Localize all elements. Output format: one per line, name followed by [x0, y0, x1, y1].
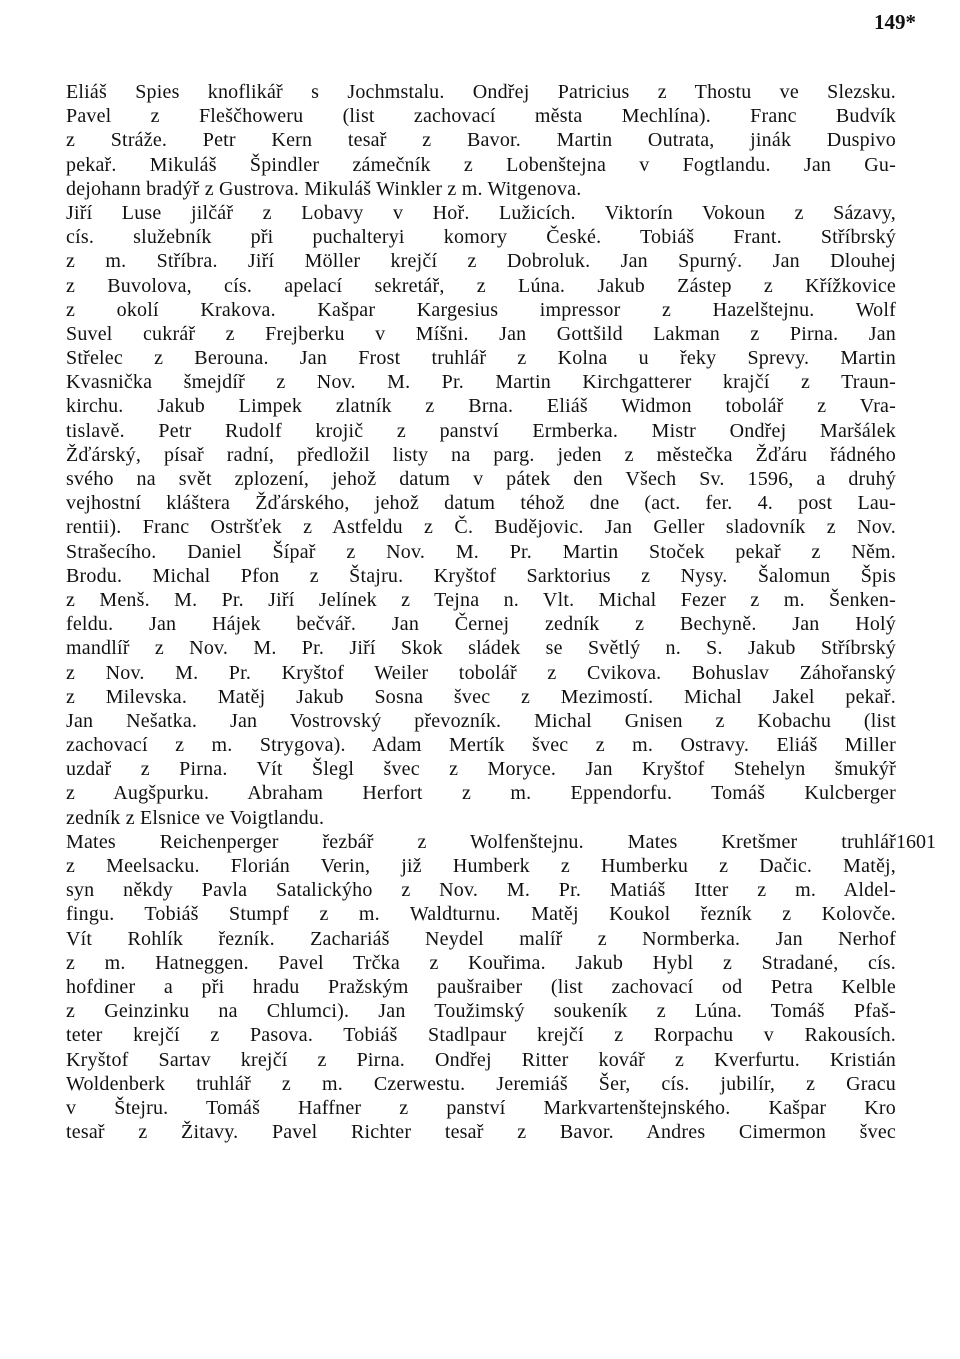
text-line	[66, 104, 896, 128]
text-line	[66, 564, 896, 588]
text-line	[66, 249, 896, 273]
text-line	[66, 878, 896, 902]
text-line-content: fingu. Tobiáš Stumpf z m. Waldturnu. Matěj Koukol řezník z Kolovče.	[66, 903, 896, 926]
text-line-content: mandlíř z Nov. M. Pr. Jiří Skok sládek se Světlý n. S. Jakub Stříbrský	[66, 637, 896, 660]
text-line	[66, 443, 896, 467]
text-line	[66, 999, 896, 1023]
text-line-content: dejohann bradýř z Gustrova. Mikuláš Winkler z m. Witgenova.	[66, 177, 582, 200]
text-line	[66, 274, 896, 298]
text-line-content: Kryštof Sartav krejčí z Pirna. Ondřej Ritter kovář z Kverfurtu. Kristián	[66, 1048, 896, 1071]
text-line-content: Vít Rohlík řezník. Zachariáš Neydel malíř z Normberka. Jan Nerhof	[66, 927, 896, 950]
text-line-content: z Nov. M. Pr. Kryštof Weiler tobolář z Cvikova. Bohuslav Záhořanský	[66, 661, 896, 684]
text-line-content: vejhostní kláštera Žďárského, jehož datum téhož dne (act. fer. 4. post Lau-	[66, 492, 896, 515]
text-line-content: Brodu. Michal Pfon z Štajru. Kryštof Sarktorius z Nysy. Šalomun Špis	[66, 564, 896, 587]
text-line	[66, 806, 896, 830]
text-line-content: Žďárský, písař radní, předložil listy na parg. jeden z městečka Žďáru řádného	[66, 443, 896, 466]
body-text	[66, 80, 936, 1144]
text-line-content: Pavel z Fleščhoweru (list zachovací města Mechlína). Franc Budvík	[66, 105, 896, 128]
text-line-content: hofdiner a při hradu Pražským paušraiber (list zachovací od Petra Kelble	[66, 975, 896, 998]
text-line-content: zedník z Elsnice ve Voigtlandu.	[66, 806, 325, 829]
text-line-content: pekař. Mikuláš Špindler zámečník z Lobenštejna v Fogtlandu. Jan Gu-	[66, 153, 896, 176]
text-line	[66, 467, 896, 491]
text-line-content: Jan Nešatka. Jan Vostrovský převozník. Michal Gnisen z Kobachu (list	[66, 709, 896, 732]
text-line	[66, 757, 896, 781]
text-line	[66, 588, 896, 612]
text-line-content: z Augšpurku. Abraham Herfort z m. Eppendorfu. Tomáš Kulcberger	[66, 782, 896, 805]
text-line-content: zachovací z m. Strygova). Adam Mertík švec z m. Ostravy. Eliáš Miller	[66, 734, 896, 757]
text-line-content: z Menš. M. Pr. Jiří Jelínek z Tejna n. Vlt. Michal Fezer z m. Šenken-	[66, 588, 896, 611]
text-line-content: z Meelsacku. Florián Verin, již Humberk z Humberku z Dačic. Matěj,	[66, 855, 896, 877]
text-line	[66, 1048, 896, 1072]
text-line	[66, 201, 896, 225]
text-line	[66, 540, 896, 564]
text-line	[66, 661, 896, 685]
text-line	[66, 927, 896, 951]
text-line	[66, 128, 896, 152]
text-line-content: z Buvolova, cís. apelací sekretář, z Lúna. Jakub Zástep z Křížkovice	[66, 274, 896, 297]
text-line-content: z m. Stříbra. Jiří Möller krejčí z Dobroluk. Jan Spurný. Jan Dlouhej	[66, 250, 896, 273]
text-line-content: z m. Hatneggen. Pavel Trčka z Kouřima. Jakub Hybl z Stradané, cís.	[66, 951, 896, 974]
text-line-content: cís. služebník při puchalteryi komory České. Tobiáš Frant. Stříbrský	[66, 226, 896, 249]
text-line	[66, 394, 896, 418]
text-line-content: v Štejru. Tomáš Haffner z panství Markvartenštejnského. Kašpar Kro	[66, 1096, 896, 1119]
text-line-content: Střelec z Berouna. Jan Frost truhlář z Kolna u řeky Sprevy. Martin	[66, 347, 896, 370]
text-line-content: Mates Reichenperger řezbář z Wolfenštejnu. Mates Kretšmer truhlář	[66, 830, 896, 853]
text-line	[66, 685, 896, 709]
text-line	[66, 225, 896, 249]
text-line	[66, 1072, 896, 1096]
text-line	[66, 733, 896, 757]
text-line	[66, 370, 896, 394]
text-line-content: kirchu. Jakub Limpek zlatník z Brna. Eliáš Widmon tobolář z Vra-	[66, 395, 896, 418]
text-line-content: z Stráže. Petr Kern tesař z Bavor. Martin Outrata, jinák Duspivo	[66, 129, 896, 152]
text-line	[66, 346, 896, 370]
text-line-content: z Geinzinku na Chlumci). Jan Toužimský soukeník z Lúna. Tomáš Pfaš-	[66, 1000, 896, 1023]
text-line-content: uzdař z Pirna. Vít Šlegl švec z Moryce. Jan Kryštof Stehelyn šmukýř	[66, 758, 896, 781]
text-line	[66, 612, 896, 636]
text-line	[66, 854, 896, 878]
text-line	[66, 153, 896, 177]
text-line-content: syn někdy Pavla Satalickýho z Nov. M. Pr. Matiáš Itter z m. Aldel-	[66, 879, 896, 902]
text-line	[66, 709, 896, 733]
text-line	[66, 515, 896, 539]
text-line-content: feldu. Jan Hájek bečvář. Jan Černej zedník z Bechyně. Jan Holý	[66, 613, 896, 636]
text-line-content: teter krejčí z Pasova. Tobiáš Stadlpaur krejčí z Rorpachu v Rakousích.	[66, 1024, 896, 1047]
text-line	[66, 1120, 896, 1144]
text-line-content: tislavě. Petr Rudolf krojič z panství Ermberka. Mistr Ondřej Maršálek	[66, 419, 896, 442]
text-line	[66, 322, 896, 346]
text-line	[66, 951, 896, 975]
text-line	[66, 975, 896, 999]
margin-year-note: 1601	[896, 830, 936, 853]
text-line	[66, 1096, 896, 1120]
text-line-content: tesař z Žitavy. Pavel Richter tesař z Bavor. Andres Cimermon švec	[66, 1121, 896, 1144]
text-line-content: z okolí Krakova. Kašpar Kargesius impressor z Hazelštejnu. Wolf	[66, 298, 896, 321]
text-line-content: Kvasnička šmejdíř z Nov. M. Pr. Martin Kirchgatterer krajčí z Traun-	[66, 371, 896, 394]
text-line	[66, 491, 896, 515]
text-line-content: Woldenberk truhlář z m. Czerwestu. Jeremiáš Šer, cís. jubilír, z Gracu	[66, 1072, 896, 1095]
text-line-content: Suvel cukrář z Frejberku v Míšni. Jan Gottšild Lakman z Pirna. Jan	[66, 322, 896, 345]
text-line	[66, 177, 896, 201]
text-line	[66, 902, 896, 926]
text-line	[66, 298, 896, 322]
text-line	[66, 636, 896, 660]
text-line-content: rentii). Franc Ostršťek z Astfeldu z Č. Budějovic. Jan Geller sladovník z Nov.	[66, 516, 896, 539]
text-line	[66, 830, 936, 854]
text-line	[66, 781, 896, 805]
text-line-content: Jiří Luse jilčář z Lobavy v Hoř. Lužicích. Viktorín Vokoun z Sázavy,	[66, 201, 896, 224]
text-line-content: Strašecího. Daniel Šípař z Nov. M. Pr. Martin Stoček pekař z Něm.	[66, 540, 896, 563]
text-line-content: z Milevska. Matěj Jakub Sosna švec z Mezimostí. Michal Jakel pekař.	[66, 685, 896, 708]
text-line-content: Eliáš Spies knoflikář s Jochmstalu. Ondřej Patricius z Thostu ve Slezsku.	[66, 81, 896, 103]
text-line	[66, 80, 896, 104]
text-line	[66, 1023, 896, 1047]
text-line-content: svého na svět zplození, jehož datum v pátek den Všech Sv. 1596, a druhý	[66, 468, 896, 490]
page-number: 149*	[874, 10, 916, 34]
text-line	[66, 419, 896, 443]
